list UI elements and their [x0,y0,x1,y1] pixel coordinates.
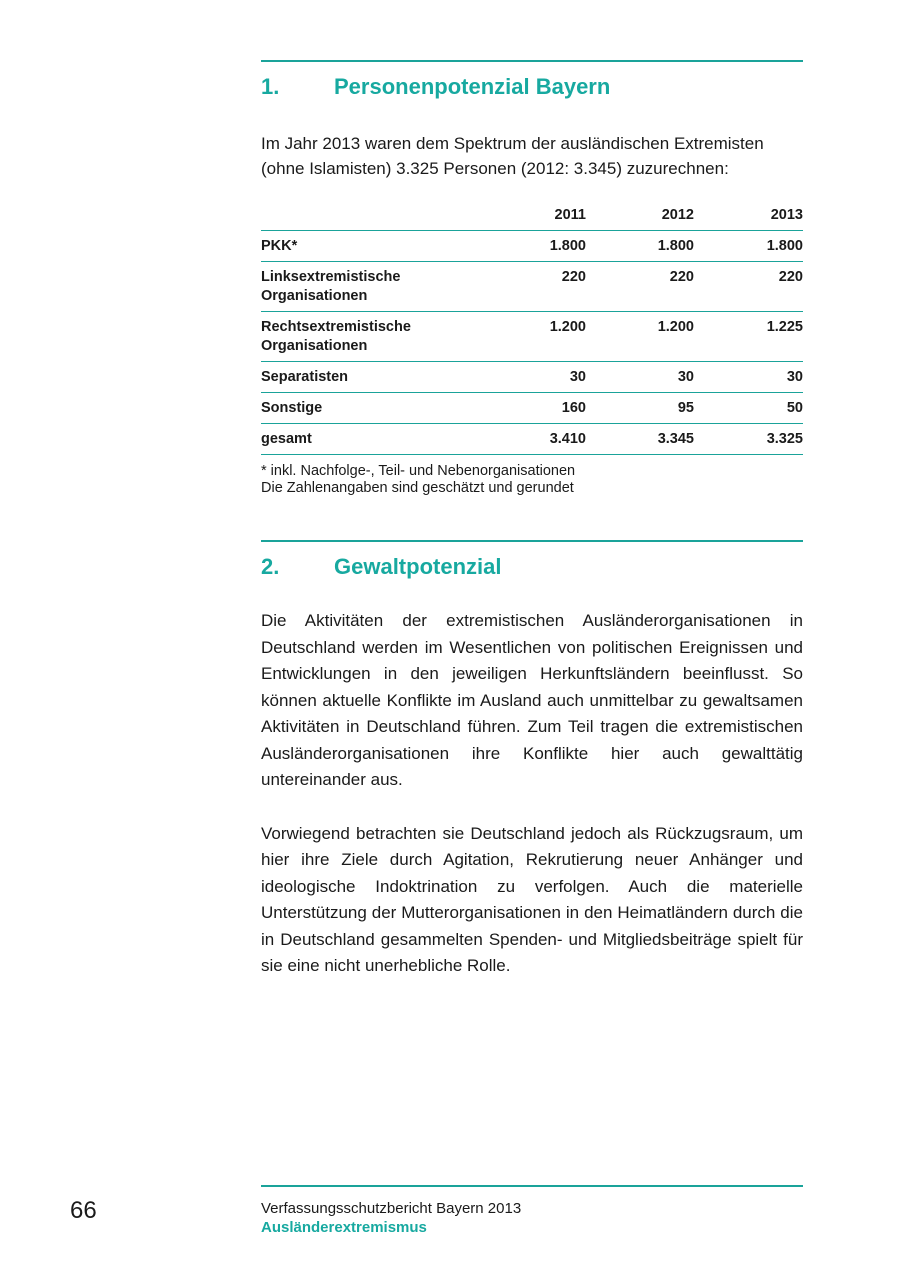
cell-value: 30 [481,362,586,393]
row-label: Separatisten [261,362,481,393]
table-header-year: 2013 [694,203,803,231]
cell-value: 3.345 [586,424,694,455]
page-number: 66 [70,1197,97,1224]
table-header-year: 2012 [586,203,694,231]
cell-value: 160 [481,393,586,424]
footer-subtitle: Ausländerextremismus [261,1219,427,1236]
cell-value: 1.800 [694,231,803,262]
table-header-year: 2011 [481,203,586,231]
section2-heading [261,554,501,580]
table-row [261,231,803,262]
cell-value: 30 [694,362,803,393]
table-header-row [261,203,803,231]
section2-title: Gewaltpotenzial [334,554,502,579]
table-row [261,312,803,362]
table-row [261,393,803,424]
cell-value: 220 [481,262,586,312]
cell-value: 3.325 [694,424,803,455]
section1-intro: Im Jahr 2013 waren dem Spektrum der ausländischen Extremisten (ohne Islamisten) 3.325 Personen (2012: 3.345) zuzurechnen: [261,134,764,178]
cell-value: 1.225 [694,312,803,362]
footer-rule [261,1185,803,1187]
row-label: Sonstige [261,393,481,424]
footer [261,1199,521,1237]
cell-value: 95 [586,393,694,424]
cell-value: 1.200 [481,312,586,362]
cell-value: 220 [694,262,803,312]
section1-number: 1. [261,74,280,99]
table-row [261,262,803,312]
potential-table-wrap [261,203,803,455]
table-footnote: * inkl. Nachfolge-, Teil- und Nebenorganisationen [261,463,576,479]
cell-value: 1.800 [586,231,694,262]
cell-value: 1.800 [481,231,586,262]
row-label: PKK* [261,231,481,262]
table-notes [261,463,803,497]
section2-number: 2. [261,554,280,579]
table-row [261,362,803,393]
section1-intro-block [261,131,803,181]
cell-value: 50 [694,393,803,424]
cell-value: 30 [586,362,694,393]
cell-value: 1.200 [586,312,694,362]
cell-value: 220 [586,262,694,312]
section1-title: Personenpotenzial Bayern [334,74,611,99]
table-row [261,424,803,455]
section2-top-rule [261,540,803,542]
table-header-label [261,203,481,231]
section1-top-rule [261,60,803,62]
row-label: gesamt [261,424,481,455]
cell-value: 3.410 [481,424,586,455]
footer-title: Verfassungsschutzbericht Bayern 2013 [261,1200,522,1217]
section2-paragraph: Die Aktivitäten der extremistischen Ausländerorganisationen in Deutschland werden im Wesentlichen von politischen Ereignissen und Entwicklungen in den jeweiligen Herkunftsländern beeinflusst. So können aktuelle Konflikte im Ausland auch unmittelbar zu gewaltsamen Aktivitäten in Deutschland führen. Zum Teil tragen die extremistischen Ausländerorganisationen ihre Konflikte hier auch gewalttätig untereinander aus. [261,611,803,789]
section2-body [261,608,803,980]
section1-heading [261,74,610,100]
section2-paragraph: Vorwiegend betrachten sie Deutschland jedoch als Rückzugsraum, um hier ihre Ziele durch Agitation, Rekrutierung neuer Anhänger und ideologische Indoktrination zu verfolgen. Auch die materielle Unterstützung der Mutterorganisationen in den Heimatländern durch die in Deutschland gesammelten Spenden- und Mitgliedsbeiträge spielt für sie eine nicht unerhebliche Rolle. [261,823,803,975]
table-footnote: Die Zahlenangaben sind geschätzt und gerundet [261,480,574,496]
row-label: Rechtsextremistische Organisationen [261,312,481,362]
potential-table [261,203,803,455]
row-label: Linksextremistische Organisationen [261,262,481,312]
